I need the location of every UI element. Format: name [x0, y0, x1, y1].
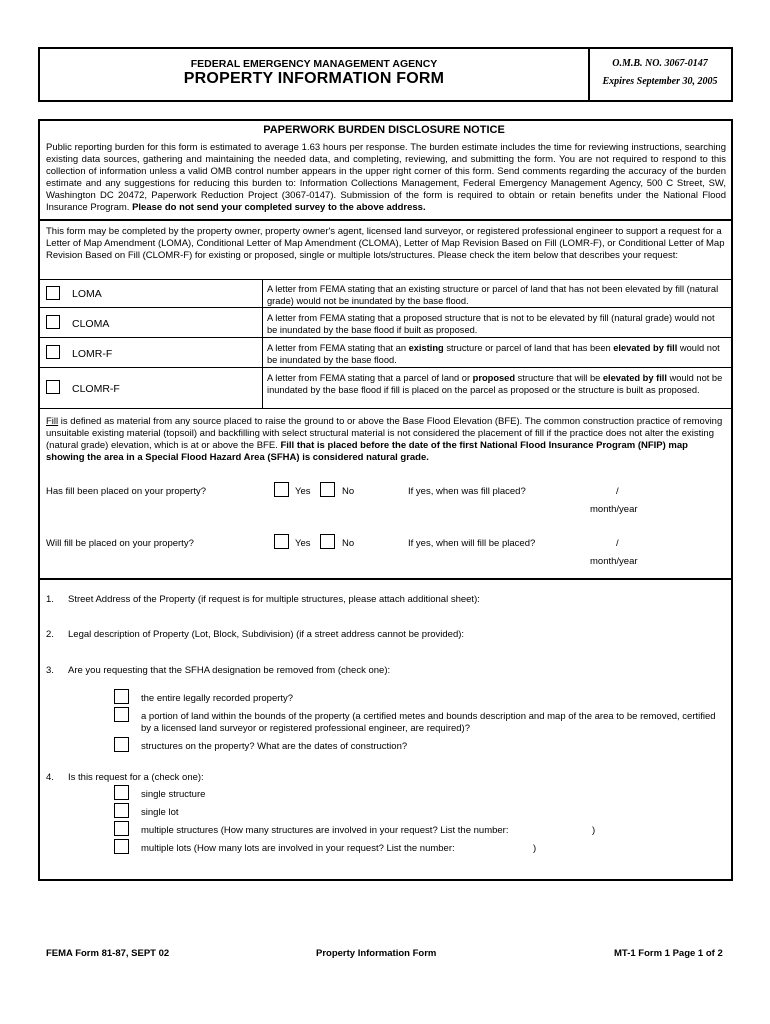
question-3-number: 3. [46, 665, 54, 676]
q3-portion-of-land-checkbox[interactable] [114, 707, 129, 722]
question-1-number: 1. [46, 594, 54, 605]
cloma-checkbox[interactable] [46, 315, 60, 329]
fill-word: Fill [46, 416, 59, 427]
notice-title: PAPERWORK BURDEN DISCLOSURE NOTICE [263, 124, 505, 136]
loma-checkbox[interactable] [46, 286, 60, 300]
fill-q1-date-slash: / [616, 486, 619, 497]
fill-q2-date-slash: / [616, 538, 619, 549]
desc-text: A letter from FEMA stating that an [267, 343, 409, 353]
question-4-request-type: Is this request for a (check one): [68, 772, 204, 783]
fill-q2-yes-checkbox[interactable] [274, 534, 289, 549]
fill-q2-no-checkbox[interactable] [320, 534, 335, 549]
omb-number: O.M.B. NO. 3067-0147 [612, 58, 708, 69]
q4-multiple-lots-checkbox[interactable] [114, 839, 129, 854]
notice-text: Public reporting burden for this form is estimated to average 1.63 hours per response. The burden estimate includes the time for reviewing instructions, searching existing data sources, gathering and maintaining the needed data, and completing, reviewing, and submitting the form. You are not required to respond to this collection of information unless a valid OMB control number appears in the upper right corner of this form. Send comments regarding the accuracy of the burden estimate and any suggestions for reducing this burden to: Information Collections Management, Federal Emergency Management Agency, 500 C Street, SW, Washington DC 20472, Paperwork Reduction Project (3067-0147). Submission of the form is required to obtain or retain benefits under the National Flood Insurance Program. [46, 142, 726, 213]
footer-form-name: Property Information Form [316, 948, 437, 959]
form-title: PROPERTY INFORMATION FORM [183, 70, 445, 87]
fill-q2-followup: If yes, when will fill be placed? [408, 538, 536, 549]
q3-option-structures: structures on the property? What are the dates of construction? [141, 741, 408, 752]
fill-q1-followup: If yes, when was fill placed? [408, 486, 526, 497]
header-divider [588, 48, 590, 101]
cloma-label: CLOMA [72, 318, 110, 330]
desc-text: would not be inundated by the base flood if fill is placed on the parcel as proposed or the structure is built as proposed. [267, 373, 723, 395]
desc-bold: elevated by fill [613, 343, 678, 353]
clomr-f-checkbox[interactable] [46, 380, 60, 394]
clomr-f-label: CLOMR-F [72, 383, 120, 395]
fill-text: is defined as material from any source placed to raise the ground to or above the Base Flood Elevation (BFE). The common construction practice of removing unsuitable existing material (topsoil) and backfilling with select structural material is not considered the placement of fill if the practice does not alter the existing (natural grade) elevation, which is at or above the BFE. [46, 416, 723, 451]
desc-text: would not be inundated by the base flood. [267, 343, 720, 365]
footer-page-number: MT-1 Form 1 Page 1 of 2 [614, 948, 723, 959]
fill-q1-yes-checkbox[interactable] [274, 482, 289, 497]
q4-single-structure-checkbox[interactable] [114, 785, 129, 800]
q3-structures-checkbox[interactable] [114, 737, 129, 752]
question-2-number: 2. [46, 629, 54, 640]
desc-bold: existing [408, 343, 444, 353]
desc-bold: elevated by fill [602, 373, 667, 383]
agency-name: FEDERAL EMERGENCY MANAGEMENT AGENCY [190, 58, 438, 70]
fill-q2-yes-label: Yes [295, 538, 311, 549]
fill-section-divider [39, 578, 732, 580]
desc-text: structure that will be [515, 373, 603, 383]
q4-option-multiple-structures: multiple structures (How many structures are involved in your request? List the number: [141, 825, 509, 836]
request-row-divider [39, 337, 732, 338]
fill-q1-no-checkbox[interactable] [320, 482, 335, 497]
lomr-f-label: LOMR-F [72, 348, 113, 360]
notice-bold: Please do not send your completed survey to the above address. [132, 202, 426, 213]
fill-definition [46, 416, 726, 464]
desc-text: structure or parcel of land that has been [443, 343, 614, 353]
q4-single-lot-checkbox[interactable] [114, 803, 129, 818]
q3-option-entire-property: the entire legally recorded property? [141, 693, 294, 704]
question-4-number: 4. [46, 772, 54, 783]
request-table-bottom [39, 408, 732, 409]
notice-divider [39, 219, 732, 221]
loma-label: LOMA [72, 288, 102, 300]
question-2-legal-description: Legal description of Property (Lot, Block, Subdivision) (if a street address cannot be provided): [68, 629, 465, 640]
q4-option-single-lot: single lot [141, 807, 179, 818]
fill-question-2: Will fill be placed on your property? [46, 538, 194, 549]
loma-description: A letter from FEMA stating that an existing structure or parcel of land that has not been elevated by fill (natural grade) would not be inundated by the base flood. [267, 284, 719, 306]
q4-structures-number-end: ) [592, 825, 596, 836]
desc-text: A letter from FEMA stating that a parcel of land or [267, 373, 473, 383]
q3-option-portion-of-land: a portion of land within the bounds of the property (a certified metes and bounds description and map of the area to be removed, certified by a licensed land surveyor or registered professional engineer, are required)? [141, 711, 716, 734]
request-row-divider [39, 307, 732, 308]
desc-bold: proposed [472, 373, 516, 383]
lomr-f-description [267, 343, 727, 366]
q4-option-multiple-lots: multiple lots (How many lots are involved in your request? List the number: [141, 843, 455, 854]
notice-body [46, 142, 726, 214]
footer-form-number: FEMA Form 81-87, SEPT 02 [46, 948, 170, 959]
fill-q1-yes-label: Yes [295, 486, 311, 497]
fill-q2-no-label: No [342, 538, 355, 549]
clomr-f-description [267, 373, 727, 396]
question-3-sfha: Are you requesting that the SFHA designation be removed from (check one): [68, 665, 391, 676]
cloma-description: A letter from FEMA stating that a proposed structure that is not to be elevated by fill (natural grade) would not be inundated by the base flood if built as proposed. [267, 313, 715, 335]
request-table-divider [262, 279, 263, 408]
fill-question-1: Has fill been placed on your property? [46, 486, 207, 497]
lomr-f-checkbox[interactable] [46, 345, 60, 359]
intro-text: This form may be completed by the property owner, property owner's agent, licensed land surveyor, or registered professional engineer to support a request for a Letter of Map Amendment (LOMA), Conditional Letter of Map Amendment (CLOMA), Letter of Map Revision Based on Fill (LOMR-F), or Conditional Letter of Map Revision Based on Fill (CLOMR-F) for existing or proposed, single or multiple lots/structures. Please check the item below that describes your request: [46, 226, 725, 261]
fill-bold: Fill that is placed before the date of the first National Flood Insurance Program (NFIP) map showing the area in a Special Flood Hazard Area (SFHA) is considered natural grade. [46, 440, 688, 463]
fill-q2-month-year: month/year [590, 556, 638, 567]
q4-option-single-structure: single structure [141, 789, 206, 800]
q4-multiple-structures-checkbox[interactable] [114, 821, 129, 836]
request-row-divider [39, 367, 732, 368]
q3-entire-property-checkbox[interactable] [114, 689, 129, 704]
expiration-date: Expires September 30, 2005 [602, 76, 718, 87]
fill-q1-month-year: month/year [590, 504, 638, 515]
fill-q1-no-label: No [342, 486, 355, 497]
question-1-street-address: Street Address of the Property (if request is for multiple structures, please attach additional sheet): [68, 594, 480, 605]
request-table-top [39, 279, 732, 280]
q4-lots-number-end: ) [533, 843, 537, 854]
